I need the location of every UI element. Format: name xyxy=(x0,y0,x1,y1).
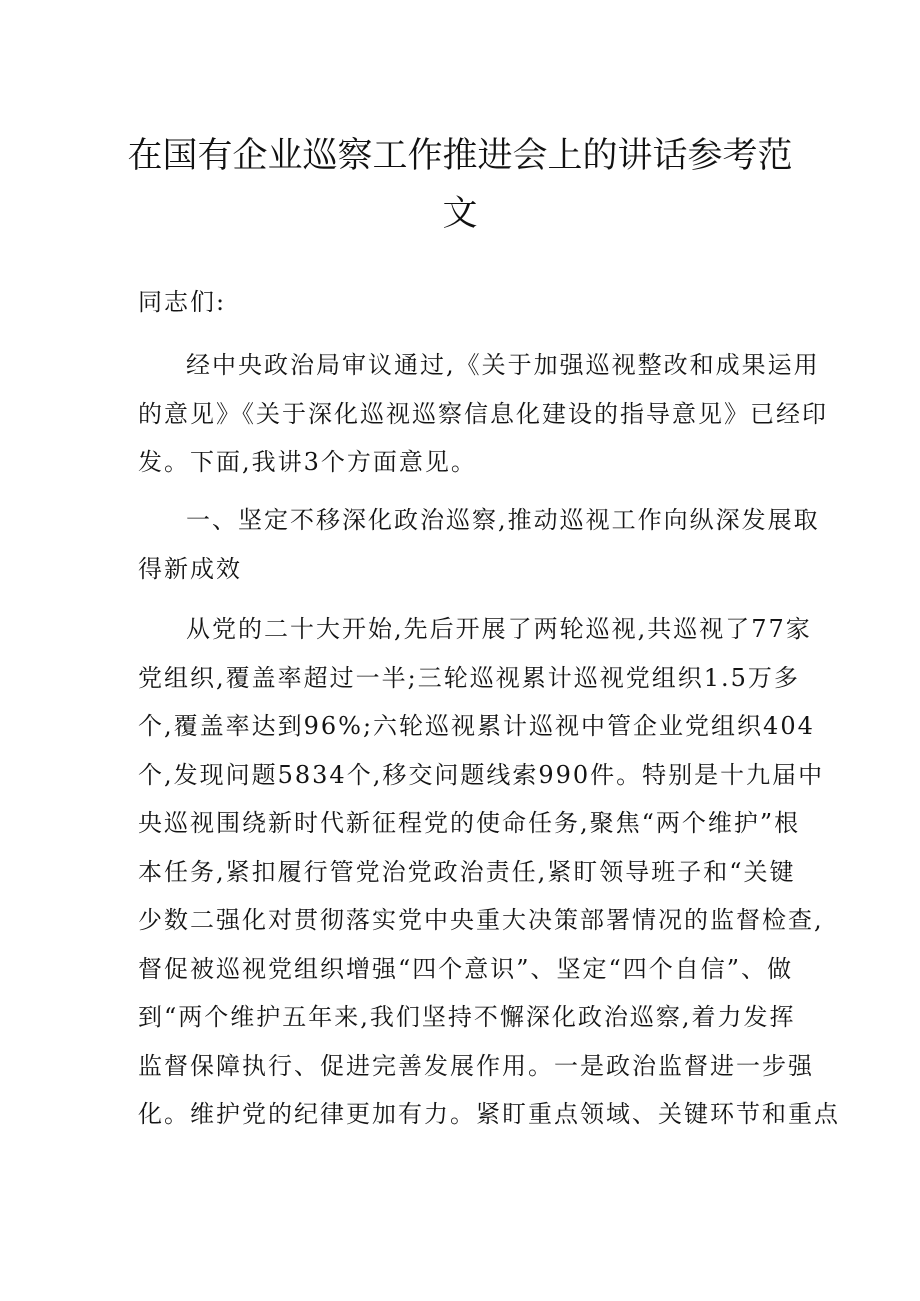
paragraph-line: 央巡视围绕新时代新征程党的使命任务,聚焦“两个维护”根 xyxy=(138,809,801,837)
paragraph-line: 党组织,覆盖率超过一半;三轮巡视累计巡视党组织1.5万多 xyxy=(138,663,800,692)
document-title-line-1: 在国有企业巡察工作推进会上的讲话参考范 xyxy=(127,136,793,176)
paragraph-intro xyxy=(138,341,828,487)
paragraph-line: 个,覆盖率达到96%;六轮巡视累计巡视中管企业党组织404 xyxy=(138,712,815,740)
paragraph-line: 少数二强化对贯彻落实党中央重大决策部署情况的监督检查, xyxy=(138,906,824,934)
paragraph-line: 发。下面,我讲3个方面意见。 xyxy=(138,448,477,476)
paragraph-line: 从党的二十大开始,先后开展了两轮巡视,共巡视了77家 xyxy=(186,615,812,643)
paragraph-line: 本任务,紧扣履行管党治党政治责任,紧盯领导班子和“关键 xyxy=(138,857,796,886)
paragraph-achievements xyxy=(138,605,840,1139)
heading-line: 得新成效 xyxy=(138,554,242,583)
heading-line: 一、坚定不移深化政治巡察,推动巡视工作向纵深发展取 xyxy=(186,506,820,534)
paragraph-line: 个,发现问题5834个,移交问题线索990件。特别是十九届中 xyxy=(138,760,825,789)
paragraph-line: 经中央政治局审议通过,《关于加强巡视整改和成果运用 xyxy=(186,351,820,379)
salutation xyxy=(138,278,778,327)
paragraph-line: 监督保障执行、促进完善发展作用。一是政治监督进一步强 xyxy=(138,1051,814,1080)
paragraph-line: 督促被巡视党组织增强“四个意识”、坚定“四个自信”、做 xyxy=(138,954,794,983)
paragraph-line: 化。维护党的纪律更加有力。紧盯重点领域、关键环节和重点 xyxy=(138,1100,840,1128)
paragraph-line: 的意见》《关于深化巡视巡察信息化建设的指导意见》已经印 xyxy=(138,399,828,428)
paragraph-line: 到“两个维护五年来,我们坚持不懈深化政治巡察,着力发挥 xyxy=(138,1003,796,1031)
section-heading-1 xyxy=(138,496,820,593)
salutation-text: 同志们: xyxy=(138,288,227,316)
document-title-line-2: 文 xyxy=(442,194,478,234)
